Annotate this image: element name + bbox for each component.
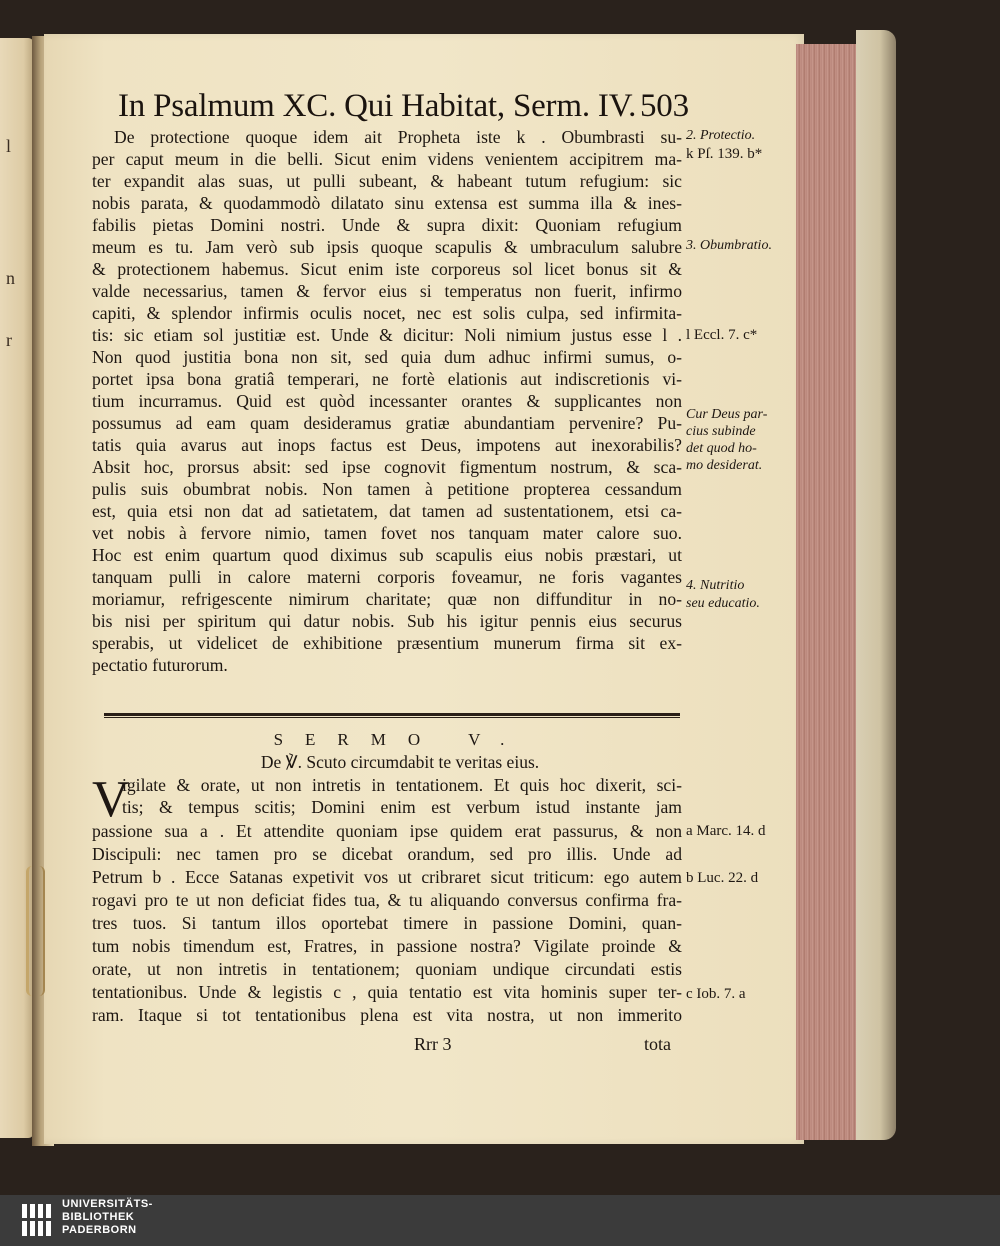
margin-note: cius subinde bbox=[686, 424, 756, 439]
signature-mark: Rrr 3 bbox=[414, 1034, 452, 1054]
text-line: fabilis pietas Domini nostri. Unde & supra dixit: Quoniam refugium bbox=[92, 215, 682, 235]
page-number: 503 bbox=[640, 88, 689, 124]
text-line: rogavi pro te ut non deficiat fides tua, & tu aliquando conversus confirma fra- bbox=[92, 890, 682, 910]
text-line: igilate & orate, ut non intretis in tentationem. Et quis hoc dixerit, sci- bbox=[122, 775, 682, 795]
text-line: tum nobis timendum est, Fratres, in passione nostra? Vigilate proinde & bbox=[92, 936, 682, 956]
library-name bbox=[62, 1198, 153, 1237]
margin-note: 4. Nutritio bbox=[686, 578, 745, 593]
text-line: Absit hoc, prorsus absit: sed ipse cognovit figmentum nostrum, & sca- bbox=[92, 457, 682, 477]
text-line: Non quod justitia bona non sit, sed quia dum adhuc infirmi sumus, o- bbox=[92, 347, 682, 367]
binding-string bbox=[26, 866, 45, 996]
text-line: vet nobis à fervore nimio, tamen fovet nos tanquam mater calore suo. bbox=[92, 523, 682, 543]
sermon-subtitle: De ℣. Scuto circumdabit te veritas eius. bbox=[260, 752, 540, 772]
left-page-mark: l bbox=[6, 136, 12, 156]
library-name-line: BIBLIOTHEK bbox=[62, 1211, 135, 1223]
library-name-line: UNIVERSITÄTS- bbox=[62, 1198, 153, 1210]
text-line: Petrum b . Ecce Satanas expetivit vos ut cribraret sicut triticum: ego autem bbox=[92, 867, 682, 887]
text-line: bis nisi per spiritum qui datur nobis. Sub his igitur pennis eius securus bbox=[92, 611, 682, 631]
text-line: tentationibus. Unde & legistis c , quia tentatio est vita hominis super ter- bbox=[92, 982, 682, 1002]
library-logo-icon bbox=[20, 1200, 54, 1240]
text-line: est, quia etsi non dat ad satietatem, dat tamen ad sustentationem, etsi ca- bbox=[92, 501, 682, 521]
drop-capital: V bbox=[92, 771, 130, 828]
text-line: De protectione quoque idem ait Propheta iste k . Obumbrasti su- bbox=[114, 127, 682, 147]
text-line: ram. Itaque si tot tentationibus plena est vita nostra, ut non immerito bbox=[92, 1005, 682, 1025]
text-line: passione sua a . Et attendite quoniam ipse quidem erat passurus, & non bbox=[92, 821, 682, 841]
text-line: tanquam pulli in calore materni corporis foveamur, ne foris vagantes bbox=[92, 567, 682, 587]
left-page-mark: r bbox=[6, 330, 12, 350]
library-name-line: PADERBORN bbox=[62, 1224, 137, 1236]
margin-note: 2. Protectio. bbox=[686, 128, 756, 143]
margin-reference: l Eccl. 7. c* bbox=[686, 327, 758, 343]
page-edges bbox=[796, 44, 862, 1140]
text-line: tatis quia avarus aut inops factus est Deus, impotens aut inexorabilis? bbox=[92, 435, 682, 455]
text-line: ter expandit alas suas, ut pulli subeant, & habeant tutum refugium: sic bbox=[92, 171, 682, 191]
text-line: tis; & tempus scitis; Domini enim est verbum istud instante jam bbox=[122, 797, 682, 817]
text-line: nobis parata, & quodammodò dilatato sinu extensa est summa illa & ines- bbox=[92, 193, 682, 213]
margin-note: seu educatio. bbox=[686, 596, 760, 611]
margin-reference: c Iob. 7. a bbox=[686, 986, 746, 1002]
text-line: per caput meum in die belli. Sicut enim videns venientem accipitrem ma- bbox=[92, 149, 682, 169]
text-line: Hoc est enim quartum quod diximus sub scapulis eius nobis præstari, ut bbox=[92, 545, 682, 565]
margin-reference: k Pſ. 139. b* bbox=[686, 146, 763, 162]
text-line: moriamur, refrigescente nimirum charitate; quæ non diffunditur in no- bbox=[92, 589, 682, 609]
text-line: tium incurramus. Quid est quòd incessanter orantes & supplicantes non bbox=[92, 391, 682, 411]
text-line: & protectionem habemus. Sicut enim iste corporeus sol licet bonus sit & bbox=[92, 259, 682, 279]
text-line: possumus ad eam quam desideramus gratiæ abundantiam pervenire? Pu- bbox=[92, 413, 682, 433]
margin-note: det quod ho- bbox=[686, 441, 757, 456]
margin-reference: a Marc. 14. d bbox=[686, 823, 766, 839]
catchword: tota bbox=[644, 1034, 671, 1054]
header-title: In Psalmum XC. Qui Habitat, Serm. IV. bbox=[118, 88, 637, 124]
book-cover-edge bbox=[856, 30, 896, 1140]
text-line: meum es tu. Jam verò sub ipsis quoque scapulis & umbraculum salubre bbox=[92, 237, 682, 257]
left-page-mark: n bbox=[6, 268, 15, 288]
section-divider bbox=[104, 713, 680, 718]
margin-note: Cur Deus par- bbox=[686, 407, 768, 422]
margin-note: mo desiderat. bbox=[686, 458, 763, 473]
text-line: portet ipsa bona gratiâ temperari, ne fortè elationis aut indiscretionis vi- bbox=[92, 369, 682, 389]
text-line: sperabis, ut videlicet de exhibitione præsentium munerum firma sit ex- bbox=[92, 633, 682, 653]
text-line: orate, ut non intretis in tentationem; quoniam undique circundati estis bbox=[92, 959, 682, 979]
text-line: pectatio futurorum. bbox=[92, 655, 228, 675]
text-line: tres tuos. Si tantum illos oportebat timere in passione Domini, quan- bbox=[92, 913, 682, 933]
text-line: pulis suis obumbrat nobis. Non tamen à petitione propterea cessandum bbox=[92, 479, 682, 499]
margin-note: 3. Obumbratio. bbox=[686, 238, 772, 253]
text-line: valde necessarius, tamen & fervor eius si temperatus non fuerit, infirmo bbox=[92, 281, 682, 301]
sermon-heading: SERMO V. bbox=[273, 730, 527, 749]
text-line: Discipuli: nec tamen pro se dicebat orandum, sed pro illis. Unde ad bbox=[92, 844, 682, 864]
margin-reference: b Luc. 22. d bbox=[686, 870, 759, 886]
text-line: tis: sic etiam sol justitiæ est. Unde & dicitur: Noli nimium justus esse l . bbox=[92, 325, 682, 345]
text-line: capiti, & splendor infirmis oculis nocet, nec est solis culpa, sed infirmita- bbox=[92, 303, 682, 323]
